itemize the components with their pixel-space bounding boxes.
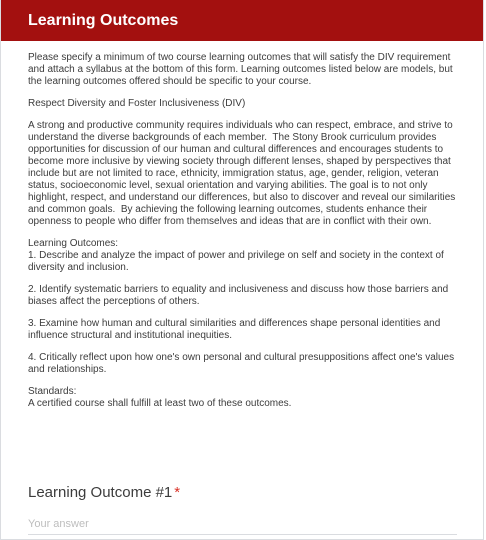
description-paragraph: A strong and productive community requires individuals who can respect, embrace, and strive to understand the diverse backgrounds of each member. The Stony Brook curriculum provides opportunities for discussion of our human and cultural differences and encourages students to become more inclusive by viewing society through different lenses, shaped by perspectives that include but are not limited to race, ethnicity, immigration status, age, gender, religion, veteran status, socioeconomic level, sexual orientation and varying abilities. The goal is to not only highlight, respect, and understand our differences, but also to discover and reveal our similarities and common goals. By achieving the following learning outcomes, students enhance their openness to people who differ from themselves and ideas that are in conflict with their own. <box>28 120 459 227</box>
standards-text: A certified course shall fulfill at least two of these outcomes. <box>28 398 292 409</box>
outcome-list <box>28 238 461 376</box>
answer-field-container <box>28 514 457 535</box>
section-description <box>1 41 483 410</box>
question-label: Learning Outcome #1 <box>28 484 173 501</box>
category-text: Respect Diversity and Foster Inclusiveness (DIV) <box>28 98 246 109</box>
section-title: Learning Outcomes <box>28 12 179 29</box>
question-title <box>28 484 180 501</box>
standards-block <box>28 386 461 410</box>
section-header <box>1 0 483 41</box>
outcome-item: 4. Critically reflect upon how one's own personal and cultural presuppositions affect one's values and relationships. <box>28 352 457 375</box>
outcome-item: 2. Identify systematic barriers to equality and inclusiveness and discuss how those barriers and biases affect the perceptions of others. <box>28 284 451 307</box>
outcomes-label: Learning Outcomes: <box>28 238 119 249</box>
outcome-item: 1. Describe and analyze the impact of power and privilege on self and society in the context of diversity and inclusion. <box>28 250 447 273</box>
answer-input[interactable] <box>28 515 457 533</box>
outcome-item: 3. Examine how human and cultural similarities and differences shape personal identities and influence structural and institutional inequities. <box>28 318 444 341</box>
required-asterisk: * <box>174 484 181 501</box>
standards-label: Standards: <box>28 386 77 397</box>
intro-text: Please specify a minimum of two course learning outcomes that will satisfy the DIV requirement and attach a syllabus at the bottom of this form. Learning outcomes listed below are models, but the learning outcomes offered should be specific to your course. <box>28 52 456 87</box>
